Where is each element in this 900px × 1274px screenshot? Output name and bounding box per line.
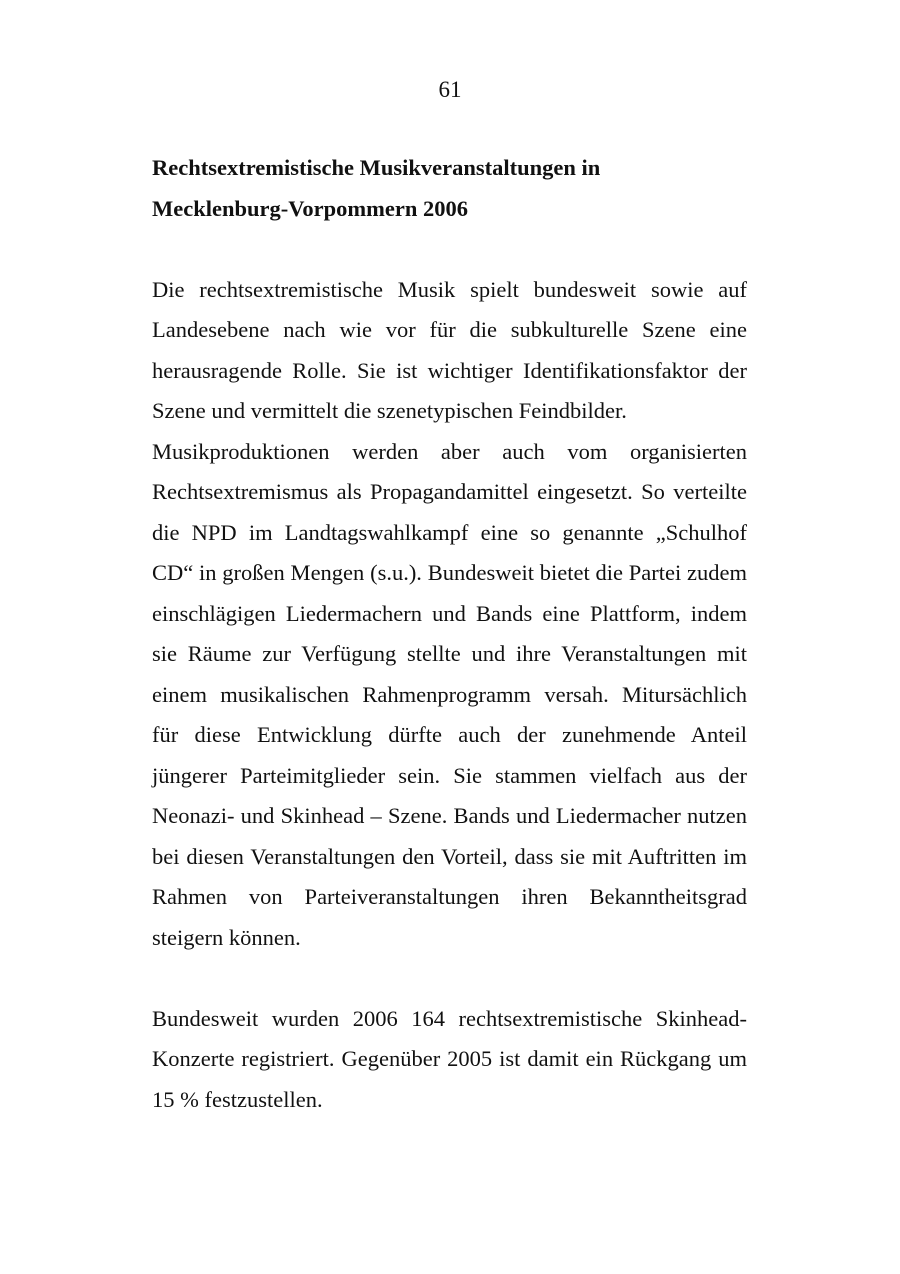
document-body	[152, 148, 747, 1120]
paragraph-concerts: Bundesweit wurden 2006 164 rechtsextremistische Skinhead-Konzerte registriert. Gegenüber 2005 ist damit ein Rückgang um 15 % festzustellen.	[152, 1005, 747, 1112]
paragraph-intro: Die rechtsextremistische Musik spielt bundesweit sowie auf Landesebene nach wie vor für die subkulturelle Szene eine herausragende Rolle. Sie ist wichtiger Identifikationsfaktor der Szene und vermittelt die szenetypischen Feindbilder.	[152, 276, 747, 423]
spacer	[152, 958, 747, 999]
page-number: 61	[438, 77, 462, 102]
heading-line-2: Mecklenburg-Vorpommern 2006	[152, 195, 469, 221]
spacer	[152, 229, 747, 270]
paragraph-propaganda: Musikproduktionen werden aber auch vom organisierten Rechtsextremismus als Propagandamittel eingesetzt. So verteilte die NPD im Landtagswahlkampf eine so genannte „Schulhof CD“ in großen Mengen (s.u.). Bundesweit bietet die Partei zudem einschlägigen Liedermachern und Bands eine Plattform, indem sie Räume zur Verfügung stellte und ihre Veranstaltungen mit einem musikalischen Rahmenprogramm versah. Mitursächlich für diese Entwicklung dürfte auch der zunehmende Anteil jüngerer Parteimitglieder sein. Sie stammen vielfach aus der Neonazi- und Skinhead – Szene. Bands und Liedermacher nutzen bei diesen Veranstaltungen den Vorteil, dass sie mit Auftritten im Rahmen von Parteiveranstaltungen ihren Bekanntheitsgrad steigern können.	[152, 438, 747, 950]
section-heading	[152, 148, 747, 229]
heading-line-1: Rechtsextremistische Musikveranstaltungen in	[152, 155, 601, 180]
